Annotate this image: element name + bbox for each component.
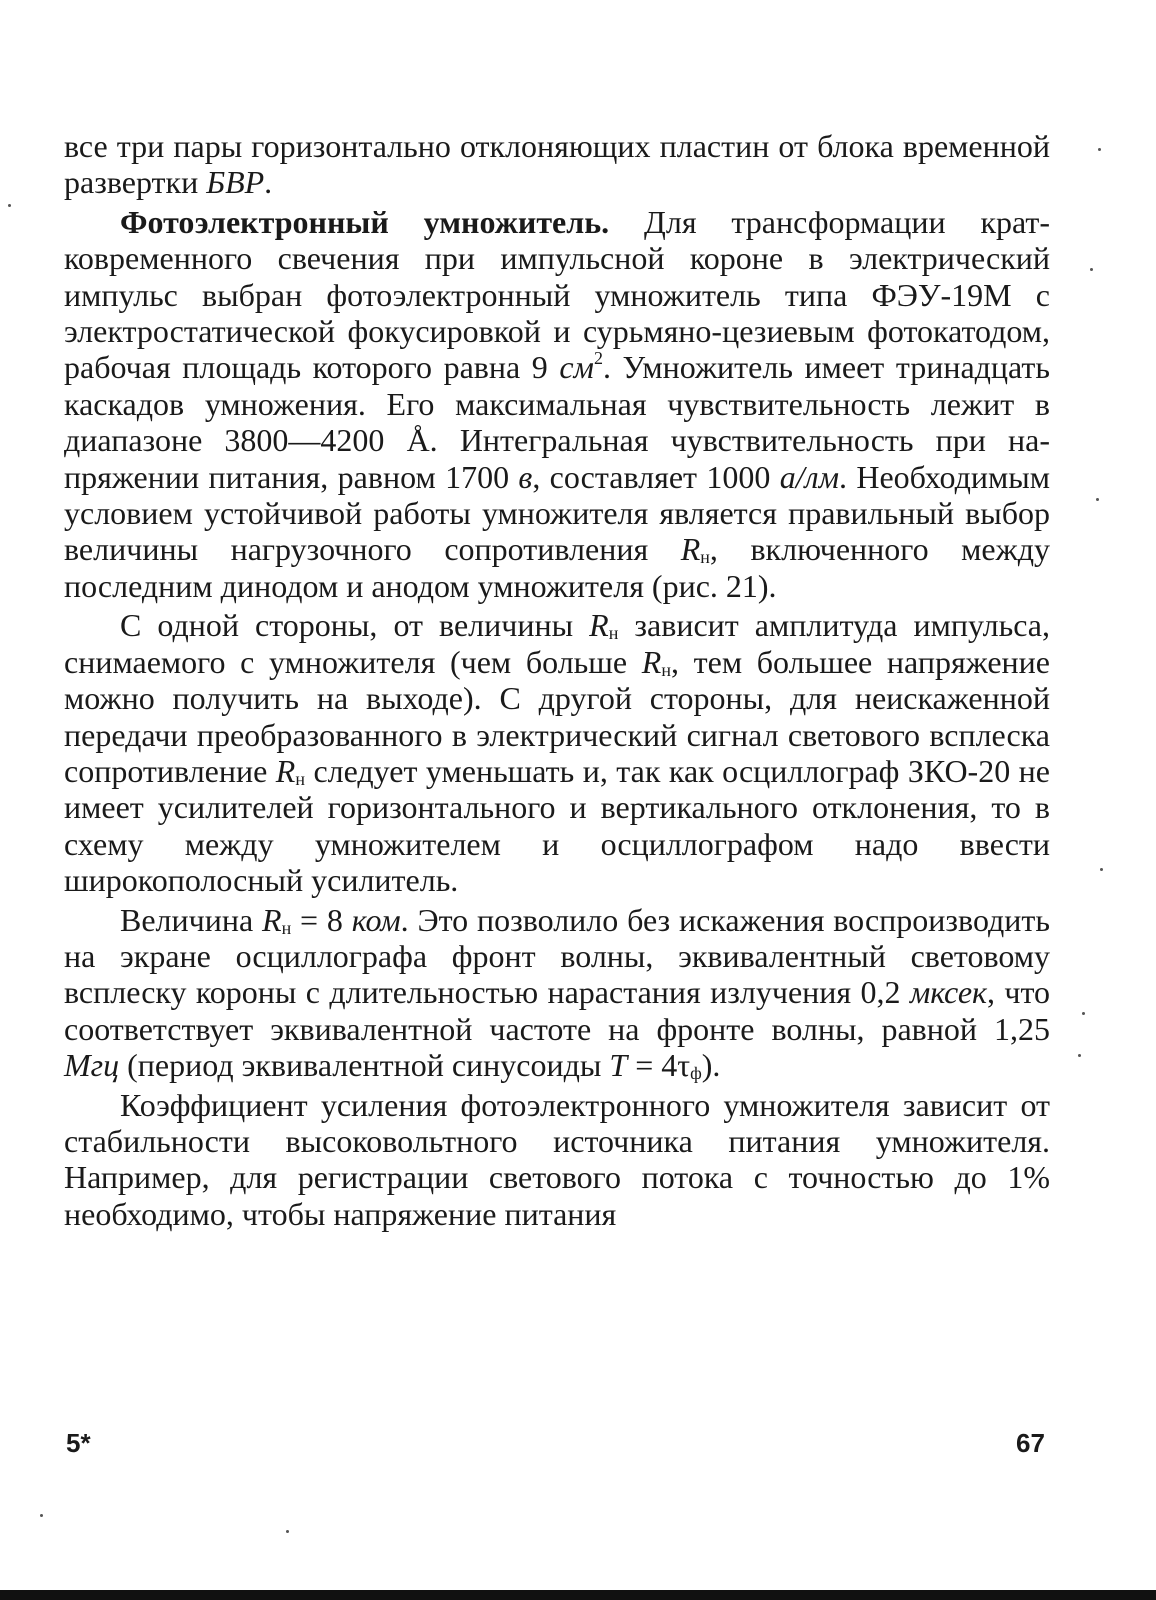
italic-term: R (680, 531, 701, 568)
superscript: 2 (593, 348, 603, 369)
text-run: следует уменьшать и, так как осциллограф ЗКО-20 не имеет усилителей горизонтального и вертикального отклонения, то в схему между умножителем и осциллографом надо ввести широкополосный усилитель. (64, 752, 1051, 899)
subscript: н (295, 768, 305, 789)
paragraph (64, 1087, 1050, 1233)
italic-term: мксек (909, 974, 987, 1011)
italic-term: БВР (206, 164, 265, 201)
italic-term: R (589, 607, 609, 644)
text-run: Коэффициент усиления фотоэлектронного умножителя зависит от стабильности высоковольтного источника питания умножителя. Например, для регистрации светового потока с точностью до 1% необходимо, чтобы напряжение питания (64, 1086, 1050, 1232)
scan-speck (8, 204, 11, 207)
italic-term: а/лм (779, 458, 839, 495)
body-text (64, 128, 1050, 1235)
scan-speck (286, 1530, 289, 1533)
scan-speck (1096, 498, 1099, 501)
text-run: , что соответствует эквивалентной частоте на фронте волны, равной 1,25 (64, 974, 1051, 1047)
subscript: ф (690, 1063, 702, 1084)
italic-term: Мгц (64, 1047, 120, 1084)
paragraph (64, 128, 1050, 201)
scan-speck (1098, 148, 1101, 151)
italic-term: см (559, 349, 594, 386)
text-run: , включенного между последним динодом и анодом умножителя (рис. 21). (64, 531, 1051, 604)
italic-term: R (641, 643, 662, 680)
text-run: зависит амплитуда импульса, снимаемого с умножителя (чем больше (64, 607, 1051, 680)
signature-mark: 5* (66, 1428, 91, 1458)
paragraph (64, 204, 1050, 604)
text-run: . Необходимым условием устойчивой работы умножителя является правильный выбор величины нагрузочного сопротивления (64, 458, 1050, 568)
text-run: С одной стороны, от величины (120, 607, 590, 644)
text-run: . Это позволило без искажения воспроизводить на экране осциллографа фронт волны, эквивалентный световому всплеску короны с длительностью нарастания излучения 0,2 (64, 901, 1051, 1011)
text-run: Величина (120, 901, 263, 938)
italic-term: ком (351, 901, 401, 938)
scan-speck (40, 1514, 43, 1517)
text-run: Для трансформации кратковременного свечения при импульсной короне в электрический импульс выбран фотоэлектронный умножитель типа ФЭУ-19М с электростатической фокусировкой и сурьмяно-цезиевым фотокатодом, рабочая площадь которого равна 9 (64, 203, 1051, 386)
text-run: , тем большее напряжение можно получить на выходе). С другой стороны, для неискаженной передачи преобразованного в электрический сигнал светового всплеска сопротивление (64, 643, 1051, 789)
scan-edge (0, 1590, 1156, 1600)
text-run: . (264, 164, 273, 201)
page-number: 67 (1016, 1428, 1045, 1458)
italic-term: в (518, 458, 533, 495)
text-run: . Умножитель имеет тринадцать каскадов умножения. Его максимальная чувствительность лежит в диапазоне 3800—4200 Å. Интегральная чувствительность при напряжении питания, равном 1700 (64, 349, 1050, 495)
subscript: н (700, 547, 710, 568)
subscript: н (608, 623, 619, 644)
text-run: (период эквивалентной синусоиды (119, 1047, 610, 1084)
subscript: н (281, 917, 292, 938)
text-run: ). (701, 1047, 721, 1084)
scan-speck (1100, 868, 1103, 871)
scan-speck (1090, 268, 1093, 271)
subscript: н (661, 659, 671, 680)
italic-term: T (609, 1047, 628, 1084)
scan-speck (1078, 1054, 1081, 1057)
text-run: = 4τ (627, 1047, 691, 1084)
italic-term: R (262, 901, 282, 938)
scan-speck (1082, 1012, 1085, 1015)
section-lead: Фотоэлектронный умножитель. (120, 203, 610, 240)
paragraph (64, 902, 1050, 1084)
italic-term: R (275, 752, 296, 789)
text-run: = 8 (291, 901, 352, 938)
text-run: все три пары горизонтально отклоняющих пластин от блока временной развертки (64, 128, 1050, 201)
text-run: , составляет 1000 (532, 458, 780, 495)
paragraph (64, 607, 1050, 898)
